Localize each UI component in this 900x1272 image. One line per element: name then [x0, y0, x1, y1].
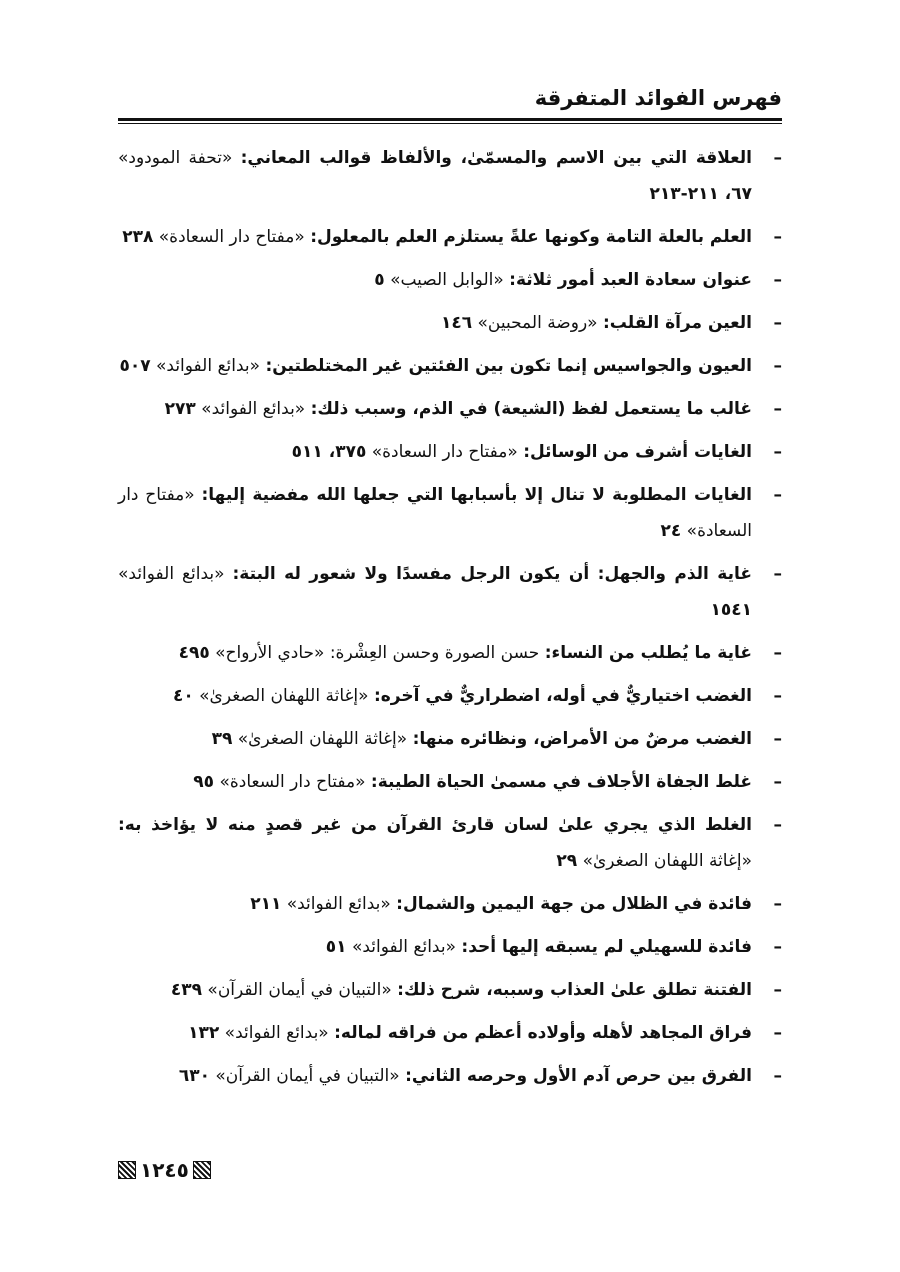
running-header — [118, 82, 782, 116]
entry-topic: غاية ما يُطلب من النساء: — [544, 643, 752, 663]
entry-topic: الغضب مرضٌ من الأمراض، ونظائره منها: — [412, 729, 752, 749]
entry-source: «بدائع الفوائد» — [346, 937, 462, 957]
entry-pages: ٥٠٧ — [119, 356, 151, 376]
entry-pages: ٤٩٥ — [178, 643, 210, 663]
entry-topic: الغايات المطلوبة لا تنال إلا بأسبابها التي جعلها الله مفضية إليها: — [201, 485, 752, 505]
entry-topic: العيون والجواسيس إنما تكون بين الفئتين غير المختلطتين: — [265, 356, 752, 376]
entry-source: «بدائع الفوائد» — [281, 894, 397, 914]
entry-pages: ٥ — [374, 270, 385, 290]
entry-source: «تحفة المودود» — [118, 148, 241, 168]
entry-source: «التبيان في أيمان القرآن» — [202, 980, 398, 1000]
index-entry — [118, 556, 782, 628]
entry-source: «التبيان في أيمان القرآن» — [209, 1066, 406, 1086]
entry-dash: – — [773, 815, 782, 835]
entry-dash: – — [773, 313, 782, 333]
entry-topic: الغلط الذي يجري علىٰ لسان قارئ القرآن من غير قصدٍ منه لا يؤاخذ به: — [118, 815, 752, 835]
header-rule-thin — [118, 123, 782, 124]
index-entry — [118, 721, 782, 757]
index-entry — [118, 929, 782, 965]
index-entry — [118, 807, 782, 879]
entry-pages: ٦٣٠ — [178, 1066, 210, 1086]
entry-source: «الوابل الصيب» — [384, 270, 510, 290]
entry-dash: – — [773, 1023, 782, 1043]
entry-source: «بدائع الفوائد» — [150, 356, 266, 376]
entry-pages: ٤٠ — [172, 686, 194, 706]
entry-topic: العين مرآة القلب: — [602, 313, 752, 333]
entry-source: «مفتاح دار السعادة» — [214, 772, 371, 792]
entry-topic: العلم بالعلة التامة وكونها علةً يستلزم العلم بالمعلول: — [310, 227, 752, 247]
page-number: ١٢٤٥ — [140, 1158, 189, 1182]
entry-pages: ٢٣٨ — [122, 227, 154, 247]
entry-dash: – — [773, 564, 782, 584]
entry-pages: ١٤٦ — [440, 313, 473, 333]
entry-dash: – — [773, 227, 782, 247]
entry-pages: ٥١ — [325, 937, 347, 957]
entry-topic: فائدة في الظلال من جهة اليمين والشمال: — [396, 894, 752, 914]
entry-pages: ١٥٤١ — [710, 600, 752, 620]
entry-pages: ٢٧٣ — [164, 399, 196, 419]
entry-dash: – — [773, 729, 782, 749]
entry-source: «بدائع الفوائد» — [195, 399, 311, 419]
entry-source: «إغاثة اللهفان الصغرىٰ» — [577, 851, 752, 871]
entry-topic: فائدة للسهيلي لم يسبقه إليها أحد: — [461, 937, 752, 957]
index-entry — [118, 678, 782, 714]
entry-topic: الفرق بين حرص آدم الأول وحرصه الثاني: — [405, 1066, 752, 1086]
entry-pages: ١٣٢ — [188, 1023, 220, 1043]
entry-topic: غالب ما يستعمل لفظ (الشيعة) في الذم، وسبب ذلك: — [310, 399, 752, 419]
entry-topic: العلاقة التي بين الاسم والمسمّىٰ، والألفاظ قوالب المعاني: — [240, 148, 752, 168]
entry-source: «روضة المحبين» — [472, 313, 603, 333]
entry-source: «إغاثة اللهفان الصغرىٰ» — [232, 729, 413, 749]
index-entry — [118, 477, 782, 549]
entry-dash: – — [773, 894, 782, 914]
entry-topic: الغايات أشرف من الوسائل: — [523, 442, 752, 462]
entry-source: «بدائع الفوائد» — [219, 1023, 335, 1043]
page-footer — [118, 1158, 211, 1182]
entry-dash: – — [773, 643, 782, 663]
entry-dash: – — [773, 937, 782, 957]
index-entry — [118, 886, 782, 922]
entry-dash: – — [773, 980, 782, 1000]
entry-topic: عنوان سعادة العبد أمور ثلاثة: — [509, 270, 752, 290]
entry-pages: ٦٧، ٢١١-٢١٣ — [649, 184, 752, 204]
entry-topic: غاية الذم والجهل: أن يكون الرجل مفسدًا ولا شعور له البتة: — [232, 564, 752, 584]
entry-topic: الغضب اختياريٌّ في أوله، اضطراريٌّ في آخره: — [373, 686, 752, 706]
entry-pages: ٣٩ — [211, 729, 233, 749]
entry-dash: – — [773, 356, 782, 376]
index-entry — [118, 764, 782, 800]
entry-pages: ٢٤ — [660, 521, 682, 541]
index-entry — [118, 348, 782, 384]
index-entry-list — [118, 140, 782, 1101]
header-rule-thick — [118, 118, 782, 121]
entry-dash: – — [773, 148, 782, 168]
index-entry — [118, 1058, 782, 1094]
index-entry — [118, 1015, 782, 1051]
entry-dash: – — [773, 686, 782, 706]
index-entry — [118, 219, 782, 255]
entry-source: «إغاثة اللهفان الصغرىٰ» — [193, 686, 374, 706]
entry-pages: ٩٥ — [193, 772, 215, 792]
entry-dash: – — [773, 399, 782, 419]
index-entry — [118, 262, 782, 298]
index-entry — [118, 305, 782, 341]
ornament-left-icon — [118, 1161, 136, 1179]
ornament-right-icon — [193, 1161, 211, 1179]
index-entry — [118, 434, 782, 470]
entry-dash: – — [773, 270, 782, 290]
entry-topic: فراق المجاهد لأهله وأولاده أعظم من فراقه لماله: — [334, 1023, 752, 1043]
index-entry — [118, 972, 782, 1008]
entry-pages: ٤٣٩ — [170, 980, 203, 1000]
index-entry — [118, 140, 782, 212]
entry-pages: ٢١١ — [250, 894, 282, 914]
entry-dash: – — [773, 772, 782, 792]
entry-source: «مفتاح دار السعادة» — [118, 485, 752, 541]
entry-pages: ٣٧٥، ٥١١ — [291, 442, 367, 462]
index-entry — [118, 391, 782, 427]
entry-source: «بدائع الفوائد» — [118, 564, 233, 584]
entry-source: حسن الصورة وحسن العِشْرة: «حادي الأرواح» — [209, 643, 545, 663]
entry-topic: غلط الجفاة الأجلاف في مسمىٰ الحياة الطيبة: — [370, 772, 752, 792]
entry-topic: الفتنة تطلق علىٰ العذاب وسببه، شرح ذلك: — [397, 980, 752, 1000]
entry-source: «مفتاح دار السعادة» — [153, 227, 311, 247]
entry-dash: – — [773, 485, 782, 505]
index-entry — [118, 635, 782, 671]
entry-pages: ٢٩ — [556, 851, 578, 871]
entry-dash: – — [773, 442, 782, 462]
header-title: فهرس الفوائد المتفرقة — [534, 86, 782, 110]
entry-dash: – — [773, 1066, 782, 1086]
entry-source: «مفتاح دار السعادة» — [366, 442, 524, 462]
